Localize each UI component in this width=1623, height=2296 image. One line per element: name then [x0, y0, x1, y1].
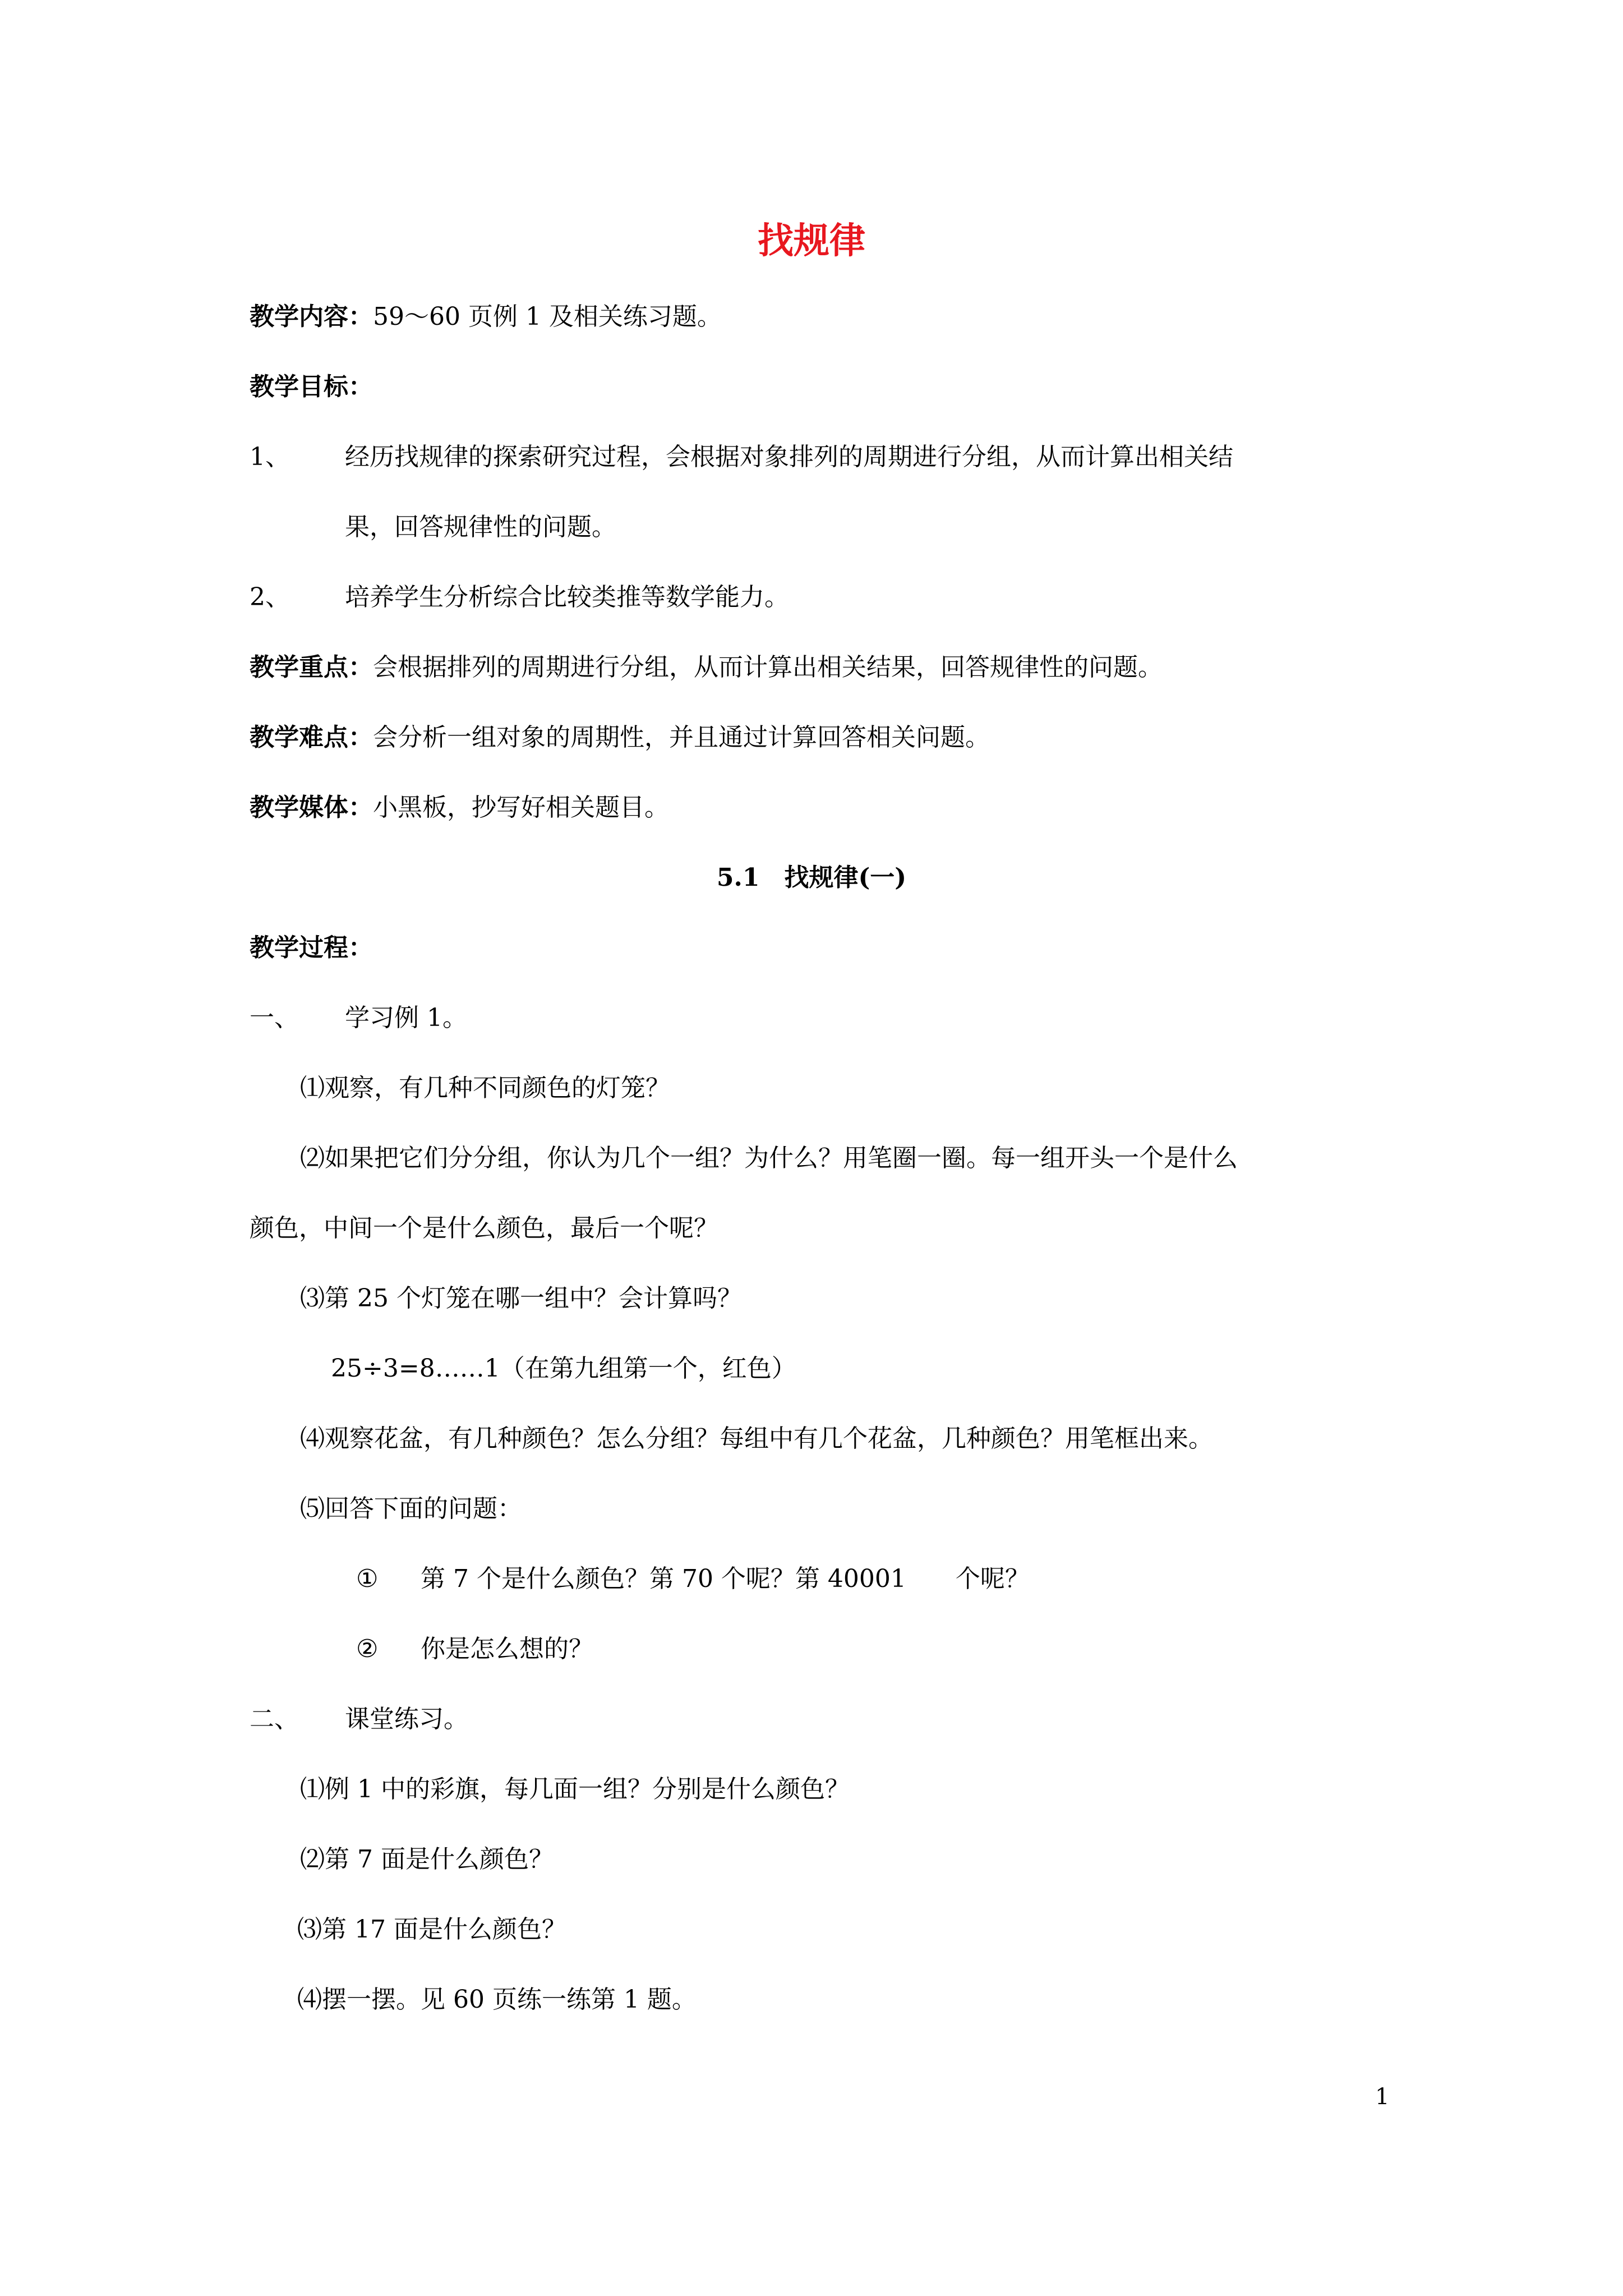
teaching-content-text: 59～60 页例 1 及相关练习题。: [373, 302, 722, 331]
part-2-title: 课堂练习。: [345, 1705, 468, 1733]
goal-1-number: 1、: [250, 443, 290, 471]
part-2-number: 二、: [250, 1705, 299, 1733]
section-title: 5.1 找规律(一): [716, 863, 907, 892]
teaching-content-label: 教学内容：: [250, 302, 373, 331]
part-1-sub-item-2-mark: ②: [356, 1635, 379, 1663]
part-1-item-5-text: ⑸回答下面的问题：: [300, 1494, 522, 1523]
part-2-item-3-text: ⑶第 17 面是什么颜色？: [297, 1915, 566, 1944]
process-heading: 教学过程：: [250, 933, 373, 962]
media-label: 教学媒体：: [250, 793, 373, 822]
part-1-item-2-text-continued: 颜色，中间一个是什么颜色，最后一个呢？: [250, 1214, 718, 1243]
part-1-title: 学习例 1。: [345, 1004, 467, 1032]
part-2-item-1-text: ⑴例 1 中的彩旗，每几面一组？分别是什么颜色？: [300, 1775, 850, 1803]
document-title: 找规律: [758, 220, 865, 262]
media-text: 小黑板，抄写好相关题目。: [373, 793, 669, 822]
part-1-calculation-text: 25÷3=8……1（在第九组第一个，红色）: [331, 1354, 796, 1383]
goal-1-text: 经历找规律的探索研究过程，会根据对象排列的周期进行分组，从而计算出相关结: [345, 443, 1233, 471]
key-points-text: 会根据排列的周期进行分组，从而计算出相关结果，回答规律性的问题。: [373, 653, 1163, 682]
part-1-item-3-text: ⑶第 25 个灯笼在哪一组中？会计算吗？: [300, 1284, 742, 1313]
part-1-item-2-text: ⑵如果把它们分分组，你认为几个一组？为什么？用笔圈一圈。每一组开头一个是什么: [300, 1144, 1238, 1172]
part-1-sub-item-1-text: 第 7 个是什么颜色？第 70 个呢？第 40001 个呢？: [421, 1565, 1030, 1593]
page-number: 1: [1375, 2084, 1390, 2110]
goal-2-number: 2、: [250, 583, 290, 611]
part-1-sub-item-2-text: 你是怎么想的？: [421, 1635, 593, 1663]
part-2-item-2-text: ⑵第 7 面是什么颜色？: [300, 1845, 554, 1874]
goal-1-text-continued: 果，回答规律性的问题。: [345, 513, 616, 541]
part-2-item-4-text: ⑷摆一摆。见 60 页练一练第 1 题。: [297, 1985, 697, 2014]
key-points-label: 教学重点：: [250, 653, 373, 682]
difficulties-label: 教学难点：: [250, 723, 373, 752]
part-1-item-4-text: ⑷观察花盆，有几种颜色？怎么分组？每组中有几个花盆，几种颜色？用笔框出来。: [300, 1424, 1213, 1453]
goal-2-text: 培养学生分析综合比较类推等数学能力。: [345, 583, 789, 611]
part-1-item-1-text: ⑴观察，有几种不同颜色的灯笼？: [300, 1074, 670, 1102]
part-1-number: 一、: [250, 1004, 299, 1032]
difficulties-text: 会分析一组对象的周期性，并且通过计算回答相关问题。: [373, 723, 990, 752]
teaching-goals-heading: 教学目标：: [250, 372, 373, 401]
part-1-sub-item-1-mark: ①: [356, 1565, 379, 1593]
